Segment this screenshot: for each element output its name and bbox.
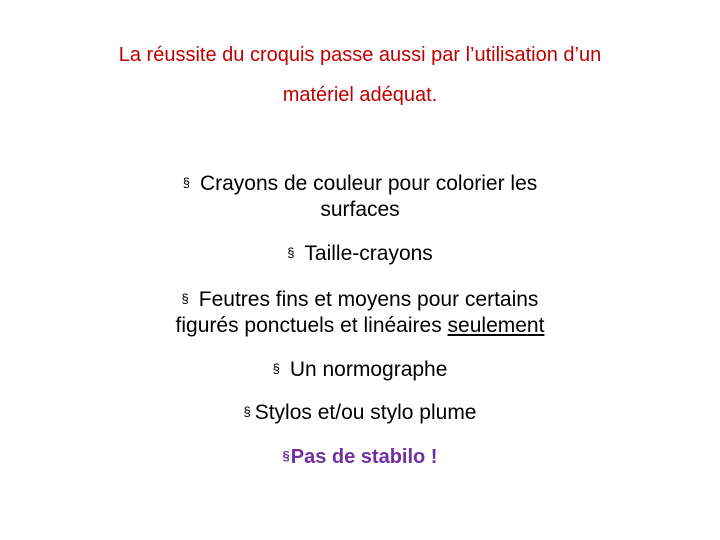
bullet-icon: §: [182, 175, 190, 190]
list-item-stabilo: [0, 443, 720, 470]
list-item-text-continued: surfaces: [320, 198, 400, 221]
list-item-text: Stylos et/ou stylo plume: [254, 401, 477, 424]
list-item-normographe: [0, 356, 720, 383]
bullet-icon: §: [181, 291, 189, 306]
list-item-text: Crayons de couleur pour colorier les: [199, 172, 538, 195]
list-item-taille-crayons: [0, 240, 720, 267]
list-item-text-continued: figurés ponctuels et linéaires: [175, 314, 448, 337]
list-item-feutres: [0, 286, 720, 339]
bullet-icon: §: [243, 404, 251, 419]
slide-title-line-1: La réussite du croquis passe aussi par l’utilisation d’un: [118, 44, 602, 66]
list-item-text: Feutres fins et moyens pour certains: [198, 288, 539, 311]
list-item-text: Taille-crayons: [304, 242, 433, 265]
slide-title-line-2: matériel adéquat.: [282, 84, 438, 106]
bullet-icon: §: [272, 361, 280, 376]
bullet-icon: §: [282, 448, 290, 463]
list-item-stylos: [0, 399, 720, 426]
list-item-text: Un normographe: [289, 358, 448, 381]
list-item-text: Pas de stabilo !: [290, 446, 438, 468]
bullet-icon: §: [287, 245, 295, 260]
list-item-crayons: [0, 170, 720, 223]
underlined-word: seulement: [447, 314, 545, 337]
